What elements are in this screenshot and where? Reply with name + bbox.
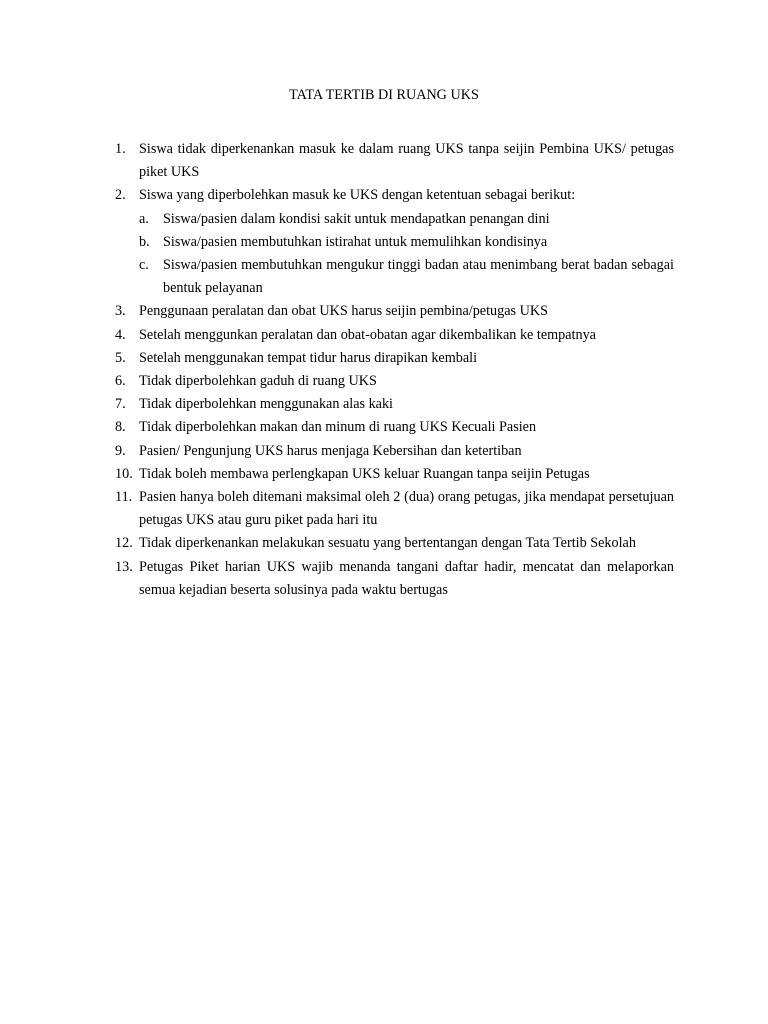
rule-subitem (139, 254, 674, 300)
rule-text: Tidak diperbolehkan gaduh di ruang UKS (139, 373, 377, 390)
rule-number: 7. (115, 396, 126, 413)
subitem-text: Siswa/pasien dalam kondisi sakit untuk mendapatkan penangan dini (163, 210, 550, 227)
rule-text: Tidak diperbolehkan menggunakan alas kaki (139, 396, 394, 413)
rule-item (115, 370, 674, 393)
rule-number: 1. (115, 141, 126, 157)
rule-item (115, 347, 674, 370)
rule-text: Petugas Piket harian UKS wajib menanda tangani daftar hadir, mencatat dan melaporkan semua kejadian beserta solusinya pada waktu bertugas (139, 558, 674, 598)
rule-item (115, 532, 674, 555)
rule-text: Setelah menggunakan tempat tidur harus dirapikan kembali (139, 349, 478, 366)
rule-item (115, 184, 674, 300)
rule-number: 10. (115, 465, 133, 482)
subitem-letter: a. (139, 210, 149, 227)
rule-text: Setelah menggunkan peralatan dan obat-obatan agar dikembalikan ke tempatnya (139, 326, 596, 343)
rule-number: 3. (115, 303, 126, 320)
rule-item (115, 300, 674, 323)
rule-item (115, 416, 674, 439)
rule-number: 4. (115, 326, 126, 343)
rule-text: Penggunaan peralatan dan obat UKS harus seijin pembina/petugas UKS (139, 303, 548, 320)
rule-number: 12. (115, 535, 133, 552)
rule-item (115, 486, 674, 532)
rule-number: 6. (115, 373, 126, 390)
rule-sublist (139, 208, 674, 301)
rule-item (115, 324, 674, 347)
rule-number: 2. (115, 187, 126, 204)
rules-list (115, 138, 674, 602)
rule-text: Siswa tidak diperkenankan masuk ke dalam ruang UKS tanpa seijin Pembina UKS/ petugas piket UKS (139, 141, 674, 181)
rule-text: Tidak diperkenankan melakukan sesuatu yang bertentangan dengan Tata Tertib Sekolah (139, 535, 636, 552)
subitem-text: Siswa/pasien membutuhkan istirahat untuk memulihkan kondisinya (163, 233, 548, 250)
subitem-text: Siswa/pasien membutuhkan mengukur tinggi badan atau menimbang berat badan sebagai bentuk pelayanan (163, 257, 674, 297)
rule-subitem (139, 208, 674, 231)
rule-item (115, 556, 674, 602)
document-title: TATA TERTIB DI RUANG UKS (289, 87, 479, 103)
subitem-letter: b. (139, 233, 150, 250)
rule-item (115, 463, 674, 486)
rule-number: 11. (115, 489, 133, 506)
rule-subitem (139, 231, 674, 254)
rule-number: 13. (115, 558, 133, 575)
rule-item (115, 440, 674, 463)
rule-number: 9. (115, 442, 126, 459)
rule-text: Pasien hanya boleh ditemani maksimal oleh 2 (dua) orang petugas, jika mendapat persetujuan petugas UKS atau guru piket pada hari itu (139, 489, 674, 529)
rule-text: Tidak diperbolehkan makan dan minum di ruang UKS Kecuali Pasien (139, 419, 537, 436)
rule-text: Siswa yang diperbolehkan masuk ke UKS dengan ketentuan sebagai berikut: (139, 187, 576, 204)
rule-item (115, 393, 674, 416)
rule-text: Pasien/ Pengunjung UKS harus menjaga Kebersihan dan ketertiban (139, 442, 522, 459)
rule-text: Tidak boleh membawa perlengkapan UKS keluar Ruangan tanpa seijin Petugas (139, 465, 590, 482)
subitem-letter: c. (139, 257, 149, 274)
rule-item (115, 138, 674, 184)
rule-number: 8. (115, 419, 126, 436)
rule-number: 5. (115, 349, 126, 366)
